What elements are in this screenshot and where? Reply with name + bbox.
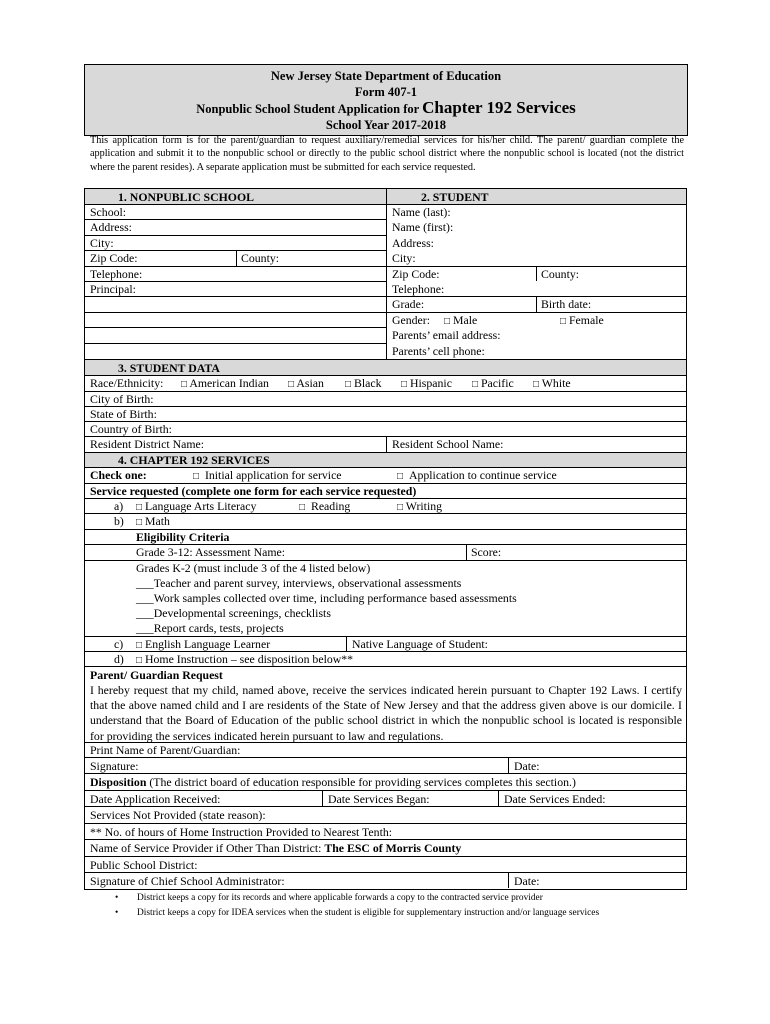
writing-label: Writing [405,499,443,513]
native-language-field[interactable]: Native Language of Student: [352,637,488,651]
rule [84,856,686,857]
form-title-prefix: Nonpublic School Student Application for [196,102,423,116]
parent-signature-date-field[interactable]: Date: [514,759,540,773]
student-city-field[interactable]: City: [392,251,416,265]
score-field[interactable]: Score: [471,545,502,559]
column-divider [322,790,323,806]
section-1-heading: 1. NONPUBLIC SCHOOL [118,190,255,204]
rule [84,343,386,344]
k2-criterion-item[interactable]: ___Report cards, tests, projects [136,621,284,635]
checkbox-icon[interactable]: □ [560,316,567,327]
option-c-marker: c) [114,637,124,651]
school-zip-field[interactable]: Zip Code: [90,251,138,265]
rule [84,467,686,468]
assessment-name-field[interactable]: Grade 3-12: Assessment Name: [136,545,286,559]
agency-name: New Jersey State Department of Education [270,69,502,83]
check-one-label: Check one: [90,468,147,482]
k2-criterion-item[interactable]: ___Developmental screenings, checklists [136,606,331,620]
checkbox-icon[interactable]: □ [136,502,143,513]
rule [84,327,386,328]
language-arts-option[interactable] [136,499,256,515]
language-arts-label: Language Arts Literacy [145,499,257,513]
column-divider [346,636,347,651]
checkbox-icon[interactable]: □ [193,471,200,482]
race-option-label: American Indian [189,376,269,390]
section-4-heading: 4. CHAPTER 192 SERVICES [118,453,270,467]
option-b-marker: b) [114,514,124,528]
rule [84,204,686,205]
race-white-option[interactable] [533,376,571,392]
k2-criterion-item[interactable]: ___Work samples collected over time, including performance based assessments [136,591,517,605]
initial-application-label: Initial application for service [204,468,342,482]
state-of-birth-field[interactable]: State of Birth: [90,407,157,421]
home-instruction-label: Home Instruction – see disposition below** [145,652,354,666]
footnote-item: District keeps a copy for IDEA services when the student is eligible for supplementary instruction and/or language services [137,908,600,918]
service-provider-value: The ESC of Morris County [324,841,462,855]
rule [84,806,686,807]
option-a-marker: a) [114,499,124,513]
column-divider [498,790,499,806]
services-not-provided-field[interactable]: Services Not Provided (state reason): [90,808,266,822]
rule [84,823,686,824]
checkbox-icon[interactable]: □ [136,640,143,651]
school-field[interactable]: School: [90,205,127,219]
form-number: Form 407-1 [354,85,418,99]
disposition-label: Disposition [90,775,147,789]
race-american-indian-option[interactable] [181,376,269,392]
section-3-heading: 3. STUDENT DATA [118,361,220,375]
bullet-icon: • [115,893,119,903]
checkbox-icon[interactable]: □ [136,655,143,666]
race-pacific-option[interactable] [472,376,514,392]
race-option-label: Black [354,376,382,390]
student-last-name-field[interactable]: Name (last): [392,205,451,219]
student-zip-field[interactable]: Zip Code: [392,267,440,281]
form-title [85,100,687,117]
column-divider [386,188,387,359]
grades-k2-label: Grades K-2 (must include 3 of the 4 listed below) [136,561,371,575]
intro-text: This application form is for the parent/guardian to request auxiliary/remedial services for his/her child. The parent/ guardian complete the application and submit it to the nonpublic school or directly to the public school district where the nonpublic school is located (not the district where the parent resides). A separate application must be submitted for each service requested. [90,135,684,173]
reading-label: Reading [310,499,351,513]
home-instruction-hours-field[interactable]: ** No. of hours of Home Instruction Provided to Nearest Tenth: [90,825,393,839]
section-2-heading: 2. STUDENT [421,190,489,204]
checkbox-icon[interactable]: □ [136,517,143,528]
gender-label: Gender: [392,313,430,327]
checkbox-icon[interactable]: □ [397,471,404,482]
rule [84,839,686,840]
service-requested-label: Service requested (complete one form for each service requested) [90,484,417,498]
bullet-icon: • [115,908,119,918]
school-address-field[interactable]: Address: [90,220,132,234]
service-provider-field[interactable] [90,841,461,855]
column-divider [508,872,509,888]
checkbox-icon[interactable]: □ [288,379,295,390]
race-label: Race/Ethnicity: [90,376,164,390]
checkbox-icon[interactable]: □ [181,379,188,390]
checkbox-icon[interactable]: □ [444,316,451,327]
parent-request-heading: Parent/ Guardian Request [90,668,223,682]
disposition-text: (The district board of education responsible for providing services completes this section.) [146,775,576,789]
student-first-name-field[interactable]: Name (first): [392,220,454,234]
resident-school-field[interactable]: Resident School Name: [392,437,504,451]
school-county-field[interactable]: County: [241,251,280,265]
race-hispanic-option[interactable] [401,376,452,392]
checkbox-icon[interactable]: □ [299,502,306,513]
rule [84,359,686,360]
rule [84,790,686,791]
rule [84,266,686,267]
initial-application-option[interactable] [193,468,342,484]
public-school-district-field[interactable]: Public School District: [90,858,198,872]
reading-option[interactable] [299,499,350,515]
gender-male-option[interactable] [444,313,477,329]
race-option-label: Hispanic [410,376,452,390]
parent-phone-field[interactable]: Parents’ cell phone: [392,344,485,358]
country-of-birth-field[interactable]: Country of Birth: [90,422,172,436]
date-ended-field[interactable]: Date Services Ended: [504,792,606,806]
k2-criterion-item[interactable]: ___Teacher and parent survey, interviews, observational assessments [136,576,462,590]
ell-option[interactable] [136,637,270,653]
service-provider-label: Name of Service Provider if Other Than District: [90,841,325,855]
continue-application-label: Application to continue service [408,468,557,482]
math-label: Math [145,514,170,528]
checkbox-icon[interactable]: □ [401,379,408,390]
math-option[interactable] [136,514,170,530]
rule [84,757,686,758]
column-divider [508,757,509,773]
column-divider [386,436,387,452]
checkbox-icon[interactable]: □ [472,379,479,390]
rule [84,391,686,392]
grade-field[interactable]: Grade: [392,297,425,311]
rule [84,375,686,376]
school-telephone-field[interactable]: Telephone: [90,267,143,281]
checkbox-icon[interactable]: □ [345,379,352,390]
writing-option[interactable] [397,499,442,515]
column-divider [236,250,237,266]
rule [84,235,386,236]
home-instruction-option[interactable] [136,652,353,668]
gender-female-option[interactable] [560,313,604,329]
chief-administrator-signature-field[interactable]: Signature of Chief School Administrator: [90,874,285,888]
column-divider [536,266,537,281]
student-address-field[interactable]: Address: [392,236,434,250]
student-county-field[interactable]: County: [541,267,580,281]
checkbox-icon[interactable]: □ [397,502,404,513]
race-option-label: Pacific [481,376,514,390]
student-telephone-field[interactable]: Telephone: [392,282,445,296]
disposition-note [90,775,576,789]
resident-district-field[interactable]: Resident District Name: [90,437,205,451]
parent-request-text: I hereby request that my child, named above, receive the services indicated herein pursuant to Chapter 192 Laws. I certify that the above named child and I are residents of the State of New Jersey and that the address given above is our domicile. I understand that the Board of Education of the public school district in which the nonpublic school is located is responsible for providing the services indicated herein pursuant to law and regulations. [90,683,682,743]
parent-print-name-field[interactable]: Print Name of Parent/Guardian: [90,743,241,757]
city-of-birth-field[interactable]: City of Birth: [90,392,154,406]
eligibility-criteria-label: Eligibility Criteria [136,530,230,544]
column-divider [536,296,537,312]
option-d-marker: d) [114,652,124,666]
school-year: School Year 2017-2018 [325,118,447,132]
rule [84,773,686,774]
rule [84,406,686,407]
male-label: Male [453,313,478,327]
parent-email-field[interactable]: Parents’ email address: [392,328,501,342]
footnote-item: District keeps a copy for its records and where applicable forwards a copy to the contracted service provider [137,893,543,903]
parent-signature-field[interactable]: Signature: [90,759,139,773]
school-city-field[interactable]: City: [90,236,114,250]
birth-date-field[interactable]: Birth date: [541,297,592,311]
continue-application-option[interactable] [397,468,557,484]
principal-field[interactable]: Principal: [90,282,136,296]
race-option-label: White [541,376,571,390]
date-began-field[interactable]: Date Services Began: [328,792,430,806]
column-divider [466,544,467,560]
form-title-program: Chapter 192 Services [422,98,576,117]
female-label: Female [569,313,604,327]
race-black-option[interactable] [345,376,382,392]
date-received-field[interactable]: Date Application Received: [90,792,221,806]
race-asian-option[interactable] [288,376,324,392]
checkbox-icon[interactable]: □ [533,379,540,390]
race-option-label: Asian [296,376,324,390]
rule [84,872,686,873]
chief-signature-date-field[interactable]: Date: [514,874,540,888]
rule [84,296,686,297]
form-header [84,64,688,136]
ell-label: English Language Learner [145,637,271,651]
rule [84,421,686,422]
